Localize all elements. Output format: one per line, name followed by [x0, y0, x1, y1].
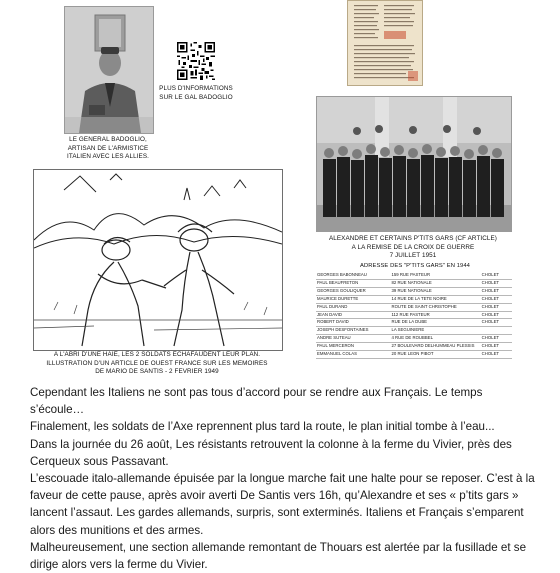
table-row — [316, 319, 512, 327]
name-cell: ANDRE SUTEAU — [316, 335, 390, 343]
qr-caption: PLUS D'INFORMATIONS SUR LE GAL BADOGLIO — [159, 85, 233, 101]
table-row — [316, 343, 512, 351]
address-cell: 4 RUE DE ROUBBEL — [390, 335, 480, 343]
address-cell: 27 BOULEVARD DELHUMMEAU PLESSIS — [390, 343, 480, 351]
table-row — [316, 335, 512, 343]
city-cell: CHOLET — [481, 279, 512, 287]
name-cell: PAUL MERCERON — [316, 343, 390, 351]
address-cell: 82 RUE NATIONALE — [390, 279, 480, 287]
portrait-caption: LE GENERAL BADOGLIO, ARTISAN DE L'ARMISTICE ITALIEN AVEC LES ALLIES. — [67, 136, 149, 161]
name-cell: MAURICE DURETTE — [316, 295, 390, 303]
name-cell: JEAN DAVID — [316, 311, 390, 319]
paragraph: Finalement, les soldats de l’Axe reprennent plus tard la route, le plan initial tombe à l’eau... — [30, 420, 495, 434]
city-cell: CHOLET — [481, 287, 512, 295]
paragraph: L’escouade italo-allemande épuisée par la longue marche fait une halte pour se reposer. C’est à la faveur de cette pause, après avoir averti De Santis vers 16h, qu’Alexandre et ses « p’tits gars » lancent l’assaut. Les gardes allemands, surpris, sont exterminés. Italiens et Français s’emparent alors des munitions et des armes. — [30, 472, 535, 537]
soldiers-sketch — [34, 170, 282, 350]
newspaper-clipping-image — [347, 0, 423, 86]
city-cell: CHOLET — [481, 343, 512, 351]
group-photo-caption: ALEXANDRE ET CERTAINS P'TITS GARS (CF ARTICLE) A LA REMISE DE LA CROIX DE GUERRE 7 JUILLET 1951 — [328, 235, 498, 260]
address-cell: 20 RUE LEON PIBOT — [390, 351, 480, 359]
article-body — [30, 384, 536, 573]
address-cell: ROUTE DE SAINT CHRISTOPHE — [390, 303, 480, 311]
clipping-texture — [348, 1, 422, 85]
illustration-caption: A L'ABRI D'UNE HAIE, LES 2 SOLDATS ECHAFAUDENT LEUR PLAN. ILLUSTRATION D'UN ARTICLE DE OUEST FRANCE SUR LES MEMOIRES DE MARIO DE SANTIS - 2 FEVRIER 1949 — [46, 351, 268, 376]
table-row — [316, 295, 512, 303]
name-cell: EMMANUEL COLAS — [316, 351, 390, 359]
soldiers-illustration — [33, 169, 283, 351]
group-photo — [316, 96, 512, 232]
address-cell: 159 RUE PASTEUR — [390, 272, 480, 279]
table-row — [316, 327, 512, 335]
city-cell — [481, 327, 512, 335]
portrait-drawing — [65, 7, 153, 133]
city-cell: CHOLET — [481, 303, 512, 311]
address-table — [316, 272, 512, 359]
group-photo-drawing — [317, 97, 511, 231]
address-table-title: ADRESSE DES "P'TITS GARS" EN 1944 — [359, 263, 470, 269]
address-table-grid — [316, 272, 512, 359]
table-row — [316, 287, 512, 295]
address-cell: 39 RUE NATIONALE — [390, 287, 480, 295]
city-cell: CHOLET — [481, 351, 512, 359]
name-cell: GEORGES BABONNEAU — [316, 272, 390, 279]
name-cell: GEORGES GOULIQUER — [316, 287, 390, 295]
table-row — [316, 272, 512, 279]
table-row — [316, 311, 512, 319]
table-row — [316, 303, 512, 311]
city-cell: CHOLET — [481, 319, 512, 327]
qr-code-icon — [177, 42, 215, 80]
qr-code[interactable] — [177, 42, 215, 80]
city-cell: CHOLET — [481, 311, 512, 319]
name-cell: ROBERT DAVID — [316, 319, 390, 327]
paragraph: Dans la journée du 26 août, Les résistants retrouvent la colonne à la ferme du Vivier, près des Cerqueux sous Passavant. — [30, 437, 512, 468]
name-cell: PAUL DURAND — [316, 303, 390, 311]
city-cell: CHOLET — [481, 335, 512, 343]
badoglio-portrait-photo — [64, 6, 154, 134]
paragraph: Cependant les Italiens ne sont pas tous d’accord pour se rendre aux Français. Le temps s’écoule… — [30, 386, 483, 417]
address-cell: LA SEGUINIERE — [390, 327, 480, 335]
table-row — [316, 279, 512, 287]
address-cell: 112 RUE PASTEUR — [390, 311, 480, 319]
city-cell: CHOLET — [481, 295, 512, 303]
table-row — [316, 351, 512, 359]
city-cell: CHOLET — [481, 272, 512, 279]
name-cell: PAUL BEAUFRETON — [316, 279, 390, 287]
paragraph: Malheureusement, une section allemande remontant de Thouars est alertée par la fusillade et se dirige alors vers la ferme du Vivier. — [30, 540, 527, 572]
name-cell: JOSEPH DESFONTAINES — [316, 327, 390, 335]
address-cell: RUE DE LA DUBE — [390, 319, 480, 327]
address-cell: 14 RUE DE LA TETE NOIRE — [390, 295, 480, 303]
